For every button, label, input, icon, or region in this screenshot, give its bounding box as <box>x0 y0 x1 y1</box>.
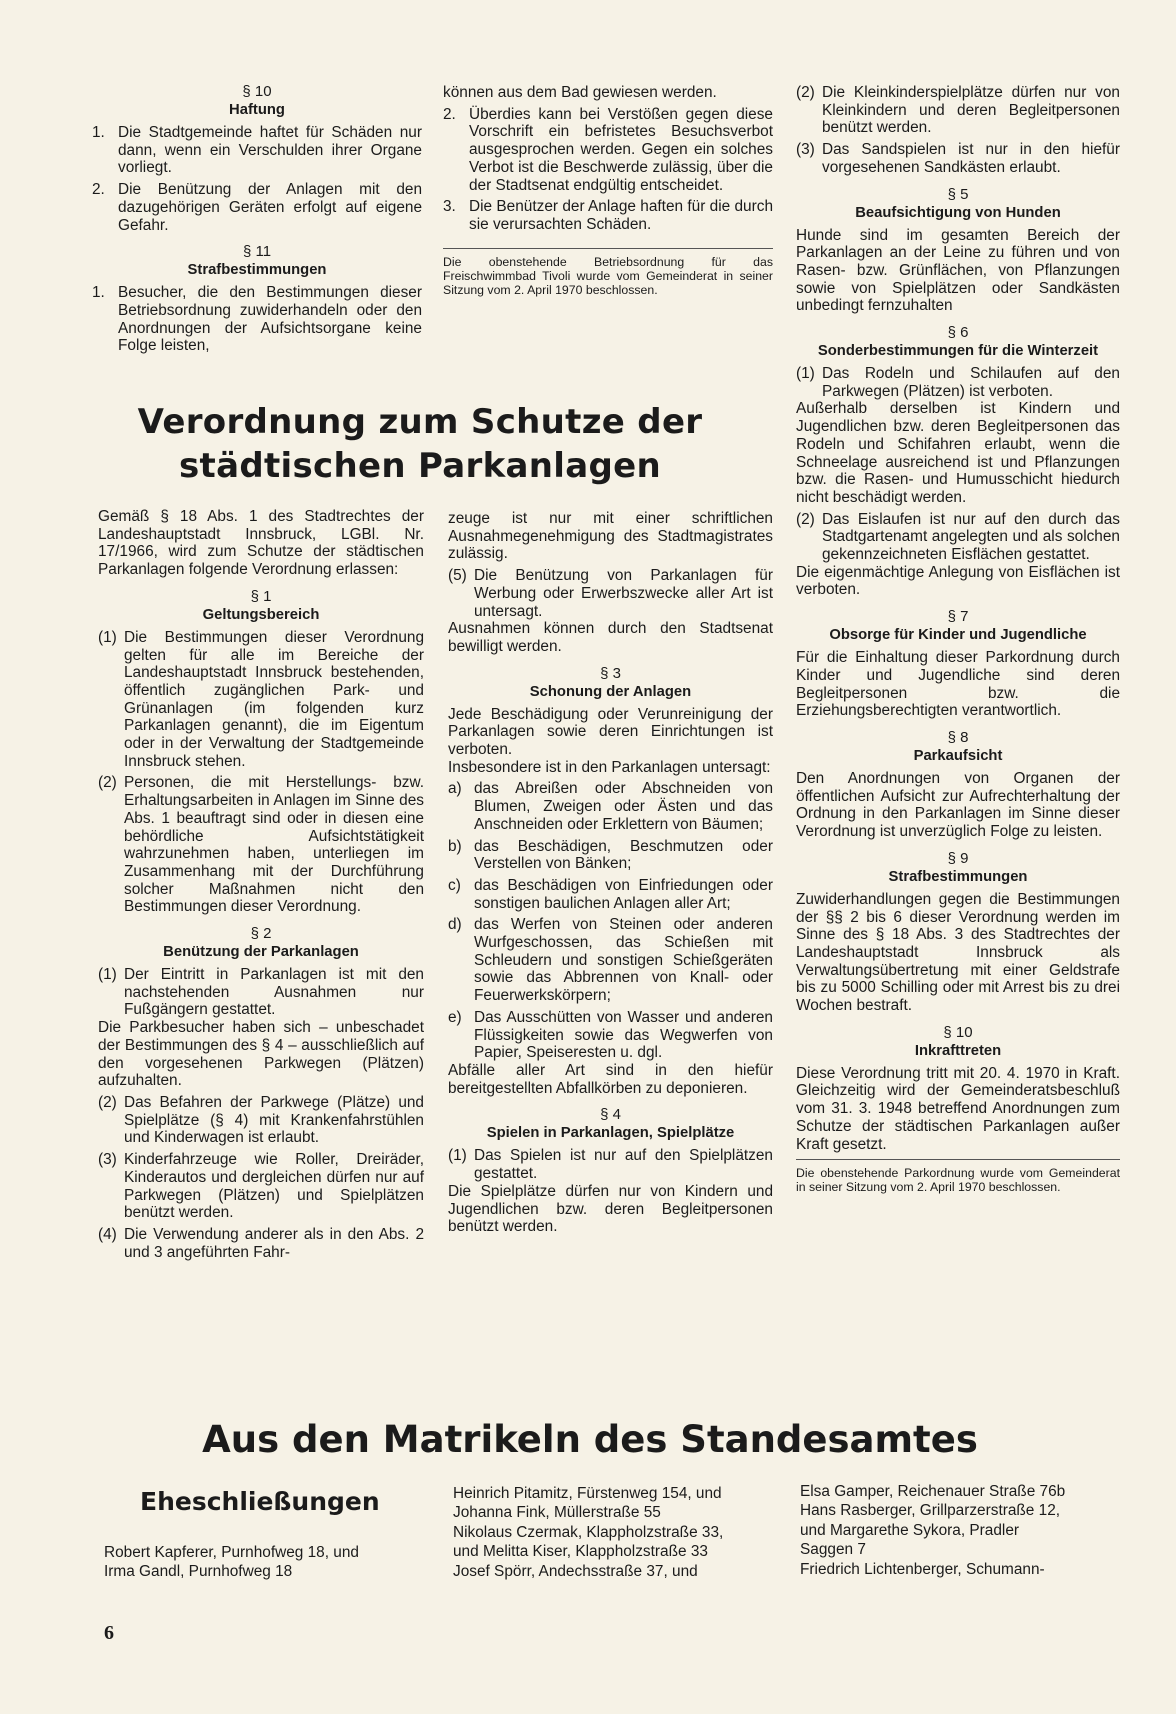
section-title: Schonung der Anlagen <box>529 683 692 700</box>
marriage-entry-line: Hans Rasberger, Grillparzerstraße 12, <box>800 1502 1061 1520</box>
list-item <box>92 284 422 355</box>
column-1 <box>98 508 424 1265</box>
marriage-entry-line: Elsa Gamper, Reichenauer Straße 76b <box>800 1483 1066 1500</box>
paragraph: Zuwiderhandlungen gegen die Bestimmungen der §§ 2 bis 6 dieser Verordnung werden im Sinne des § 18 Abs. 3 des Stadtrechtes der Landeshauptstadt Innsbruck als Verwaltungsübertretung mit einer Geldstrafe bis zu 5000 Schilling oder mit Arrest bis zu drei Wochen bestraft. <box>796 890 1120 1015</box>
intro-paragraph: Gemäß § 18 Abs. 1 des Stadtrechtes der Landeshauptstadt Innsbruck, LGBl. Nr. 17/1966, wird zum Schutze der städtischen Parkanlagen folgende Verordnung erlassen: <box>98 508 424 579</box>
paragraph: Hunde sind im gesamten Bereich der Parkanlagen an der Leine zu führen und von Rasen- bzw. Grünflächen, von Pflanzungen sowie von Spielplätzen oder Sandkästen unbedingt fernzuhalten <box>796 226 1120 315</box>
marriages-column-3 <box>800 1482 1130 1579</box>
section-heading <box>796 1023 1120 1061</box>
list-item <box>448 877 773 912</box>
marriage-entry-line: Johanna Fink, Müllerstraße 55 <box>453 1504 661 1522</box>
section-title: Geltungsbereich <box>202 606 320 623</box>
section-number: § 2 <box>250 925 272 943</box>
marriages-heading: Eheschließungen <box>140 1487 380 1516</box>
list-item <box>98 1226 424 1261</box>
item-label: (1) <box>98 966 117 984</box>
item-text: Das Eislaufen ist nur auf den durch das Stadtgartenamt angelegten und als solchen gekennzeichneten Eisflächen gestattet. <box>822 510 1120 564</box>
section-heading <box>98 587 424 625</box>
marriage-entry-line: Irma Gandl, Purnhofweg 18 <box>104 1563 293 1581</box>
section-title: Spielen in Parkanlagen, Spielplätze <box>486 1125 735 1142</box>
item-label: c) <box>448 876 461 894</box>
main-headline <box>120 400 720 488</box>
continued-text: können aus dem Bad gewiesen werden. <box>443 84 717 101</box>
item-text: Das Rodeln und Schilaufen auf den Parkwegen (Plätzen) ist verboten. <box>822 365 1120 400</box>
section-number: § 7 <box>947 608 969 626</box>
item-text: Das Befahren der Parkwege (Plätze) und Spielplätze (§ 4) mit Krankenfahrstühlen und Kinderwagen ist erlaubt. <box>124 1093 424 1147</box>
item-text: das Abreißen oder Abschneiden von Blumen, Zweigen oder Ästen und das Anschneiden oder Erklettern von Bäumen; <box>474 780 773 833</box>
list-item <box>98 1094 424 1147</box>
marriage-entry-line: und Margarethe Sykora, Pradler <box>800 1521 1020 1539</box>
item-label: (5) <box>448 567 467 585</box>
marriage-entry-line: und Melitta Kiser, Klappholzstraße 33 <box>453 1543 708 1561</box>
item-text: das Beschädigen von Einfriedungen oder sonstigen baulichen Anlagen aller Art; <box>474 876 773 912</box>
item-label: (4) <box>98 1225 117 1243</box>
marriages-column-1 <box>104 1543 424 1582</box>
section-number: § 4 <box>600 1106 621 1124</box>
item-text: Besucher, die den Bestimmungen dieser Betriebsordnung zuwiderhandeln oder den Anordnungen der Aufsichtsorgane keine Folge leisten, <box>118 284 422 355</box>
section-number: § 3 <box>600 664 621 682</box>
section-heading <box>796 185 1120 223</box>
item-text: Die Kleinkinderspielplätze dürfen nur von Kleinkindern und deren Begleitpersonen benützt werden. <box>822 84 1120 137</box>
top-column-1 <box>92 74 422 359</box>
list-item <box>92 124 422 177</box>
item-text: Die Benützung der Anlagen mit den dazugehörigen Geräten erfolgt auf eigene Gefahr. <box>118 181 422 234</box>
marriage-entry-line: Saggen 7 <box>800 1541 866 1559</box>
item-text: Die Stadtgemeinde haftet für Schäden nur dann, wenn ein Verschulden ihrer Organe vorliegt. <box>118 124 422 177</box>
headline-line-1: Verordnung zum Schutze der <box>137 402 703 442</box>
divider <box>796 1159 1120 1160</box>
section-number: § 5 <box>947 185 969 203</box>
item-label: (3) <box>796 141 815 159</box>
section-heading <box>796 607 1120 645</box>
section-title: Beaufsichtigung von Hunden <box>855 204 1061 221</box>
section-heading <box>796 728 1120 766</box>
section-number: § 11 <box>242 243 272 261</box>
section-number: § 10 <box>943 1023 973 1041</box>
item-label: e) <box>448 1008 462 1026</box>
item-label: (3) <box>98 1151 117 1169</box>
item-text: Überdies kann bei Verstößen gegen diese Vorschrift ein befristetes Besuchsverbot ausgesprochen werden. Gegen ein solches Verbot ist die Beschwerde zulässig, über die der Stadtsenat endgültig entscheidet. <box>469 105 773 194</box>
paragraph: Jede Beschädigung oder Verunreinigung der Parkanlagen sowie deren Einrichtungen ist verboten. <box>448 705 773 759</box>
list-item <box>98 1151 424 1222</box>
section-number: § 10 <box>242 83 272 100</box>
footnote: Die obenstehende Parkordnung wurde vom Gemeinderat in seiner Sitzung vom 2. April 1970 beschlossen. <box>796 1166 1120 1195</box>
item-text: das Werfen von Steinen oder anderen Wurfgeschossen, das Schießen mit Schleudern und sonstigen Schießgeräten sowie das Abbrennen von Knall- oder Feuerwerkskörpern; <box>474 916 773 1005</box>
paragraph: Den Anordnungen von Organen der öffentlichen Aufsicht zur Aufrechterhaltung der Ordnung in den Parkanlagen im Sinne dieser Verordnung ist unverzüglich Folge zu leisten. <box>796 769 1120 841</box>
divider <box>443 248 773 249</box>
marriage-entry-line: Josef Spörr, Andechsstraße 37, und <box>453 1562 698 1580</box>
section-title: Benützung der Parkanlagen <box>163 944 359 961</box>
item-continuation: Außerhalb derselben ist Kindern und Jugendlichen bzw. deren Begleitpersonen das Rodeln und Schifahren erlaubt, wenn die Schneelage ausreichend ist und Pflanzungen bzw. die Rasen- und Humusschicht hiedurch nicht beschädigt werden. <box>796 400 1120 506</box>
list-item <box>92 181 422 234</box>
item-continuation: Abfälle aller Art sind in den hiefür bereitgestellten Abfallkörben zu deponieren. <box>448 1061 773 1097</box>
list-item <box>796 511 1120 564</box>
list-item <box>443 106 773 195</box>
item-label: (2) <box>98 774 117 792</box>
item-label: (1) <box>796 365 815 383</box>
item-label: (2) <box>796 510 815 528</box>
list-item <box>796 84 1120 137</box>
section-title: Inkrafttreten <box>914 1042 1002 1059</box>
matrikeln-title: Aus den Matrikeln des Standesamtes <box>202 1418 978 1461</box>
item-text: das Beschädigen, Beschmutzen oder Verstellen von Bänken; <box>474 837 773 873</box>
section-heading <box>448 1105 773 1143</box>
item-continuation: Die Parkbesucher haben sich – unbeschadet der Bestimmungen des § 4 – ausschließlich auf den vorgesehenen Parkwegen (Plätzen) aufzuhalten. <box>98 1019 424 1090</box>
item-text: Die Bestimmungen dieser Verordnung gelten für alle im Bereiche der Landeshauptstadt Innsbruck bestehenden, öffentlich zugänglichen Park- und Grünanlagen (im folgenden kurz Parkanlagen genannt), die im Eigentum oder in der Verwaltung der Stadtgemeinde Innsbruck stehen. <box>124 628 424 770</box>
list-item <box>448 1147 773 1182</box>
section-title: Haftung <box>229 102 285 118</box>
list-item <box>448 780 773 833</box>
section-number: § 9 <box>947 849 969 867</box>
section-heading <box>796 323 1120 361</box>
section-heading <box>796 849 1120 887</box>
headline-line-2: städtischen Parkanlagen <box>179 446 661 486</box>
item-continuation: Die Spielplätze dürfen nur von Kindern und Jugendlichen bzw. deren Begleitpersonen benützt werden. <box>448 1182 773 1236</box>
item-label: d) <box>448 916 462 934</box>
section-number: § 6 <box>947 324 969 342</box>
list-item <box>448 1009 773 1062</box>
column-3 <box>796 84 1120 1194</box>
marriages-column-2 <box>453 1484 783 1581</box>
item-label: (2) <box>796 84 815 101</box>
item-continuation: Ausnahmen können durch den Stadtsenat bewilligt werden. <box>448 620 773 655</box>
list-item <box>796 141 1120 176</box>
list-item <box>443 198 773 233</box>
item-label: (1) <box>98 628 117 646</box>
list-item <box>98 629 424 771</box>
list-item <box>448 838 773 873</box>
top-column-2 <box>443 84 773 297</box>
item-label: 3. <box>443 198 456 216</box>
item-continuation: Die eigenmächtige Anlegung von Eisflächen ist verboten. <box>796 563 1120 599</box>
section-heading <box>98 924 424 962</box>
item-label: (1) <box>448 1147 467 1165</box>
list-item <box>448 916 773 1005</box>
section-number: § 1 <box>250 587 272 605</box>
item-text: Das Sandspielen ist nur in den hiefür vorgesehenen Sandkästen erlaubt. <box>822 141 1120 176</box>
marriage-entry-line: Friedrich Lichtenberger, Schumann- <box>800 1560 1045 1578</box>
list-item <box>98 774 424 916</box>
section-title: Obsorge für Kinder und Jugendliche <box>829 627 1087 644</box>
item-label: 1. <box>92 284 105 302</box>
page-number: 6 <box>104 1622 114 1644</box>
list-item <box>98 966 424 1019</box>
item-text: Das Ausschütten von Wasser und anderen Flüssigkeiten sowie das Wegwerfen von Papier, Speiseresten u. dgl. <box>474 1008 773 1062</box>
item-label: 2. <box>443 105 456 123</box>
item-text: Die Benützer der Anlage haften für die durch sie verursachten Schäden. <box>469 198 773 233</box>
item-text: Der Eintritt in Parkanlagen ist mit den nachstehenden Ausnahmen nur Fußgängern gestattet. <box>124 966 424 1019</box>
section-title: Parkaufsicht <box>913 747 1003 764</box>
item-label: b) <box>448 837 462 855</box>
section-title: Strafbestimmungen <box>888 868 1028 885</box>
section-title: Sonderbestimmungen für die Winterzeit <box>817 343 1099 360</box>
section-heading <box>92 242 422 280</box>
item-label: a) <box>448 780 462 798</box>
item-text: Kinderfahrzeuge wie Roller, Dreiräder, Kinderautos und dergleichen dürfen nur auf Parkwegen (Plätzen) und Spielplätzen benützt werden. <box>124 1151 424 1222</box>
item-label: 1. <box>92 124 105 141</box>
list-item <box>448 567 773 620</box>
paragraph: Für die Einhaltung dieser Parkordnung durch Kinder und Jugendliche sind deren Begleitpersonen bzw. die Erziehungsberechtigten verantwortlich. <box>796 649 1120 720</box>
section-number: § 8 <box>947 728 969 746</box>
paragraph: Insbesondere ist in den Parkanlagen untersagt: <box>448 758 771 776</box>
marriage-entry-line: Nikolaus Czermak, Klappholzstraße 33, <box>453 1523 724 1541</box>
item-label: (2) <box>98 1093 117 1111</box>
column-2 <box>448 510 773 1236</box>
item-label: 2. <box>92 181 105 199</box>
marriage-entry-line: Heinrich Pitamitz, Fürstenweg 154, und <box>453 1485 722 1502</box>
list-item <box>796 365 1120 400</box>
section-title: Strafbestimmungen <box>187 262 327 279</box>
continued-text: zeuge ist nur mit einer schriftlichen Ausnahmegenehmigung des Stadtmagistrates zulässig. <box>448 510 773 563</box>
item-text: Die Verwendung anderer als in den Abs. 2 und 3 angeführten Fahr- <box>124 1225 424 1261</box>
footnote: Die obenstehende Betriebsordnung für das Freischwimmbad Tivoli wurde vom Gemeinderat in seiner Sitzung vom 2. April 1970 beschlossen. <box>443 254 773 297</box>
section-heading <box>448 664 773 702</box>
section-heading <box>92 82 422 120</box>
item-text: Das Spielen ist nur auf den Spielplätzen gestattet. <box>474 1147 773 1183</box>
item-text: Personen, die mit Herstellungs- bzw. Erhaltungsarbeiten in Anlagen im Sinne des Abs. 1 beauftragt sind oder in diesen eine behördliche Aufsichtstätigkeit wahrzunehmen haben, unterliegen im Zusammenhang mit der Durchführung solcher Maßnahmen nicht den Bestimmungen dieser Verordnung. <box>124 774 424 916</box>
item-text: Die Benützung von Parkanlagen für Werbung oder Erwerbszwecke aller Art ist untersagt. <box>474 567 773 620</box>
paragraph: Diese Verordnung tritt mit 20. 4. 1970 in Kraft. Gleichzeitig wird der Gemeinderatsbeschluß vom 31. 3. 1948 betreffend Anordnungen zum Schutze der städtischen Parkanlagen außer Kraft gesetzt. <box>796 1064 1120 1153</box>
marriage-entry-line: Robert Kapferer, Purnhofweg 18, und <box>104 1544 359 1561</box>
